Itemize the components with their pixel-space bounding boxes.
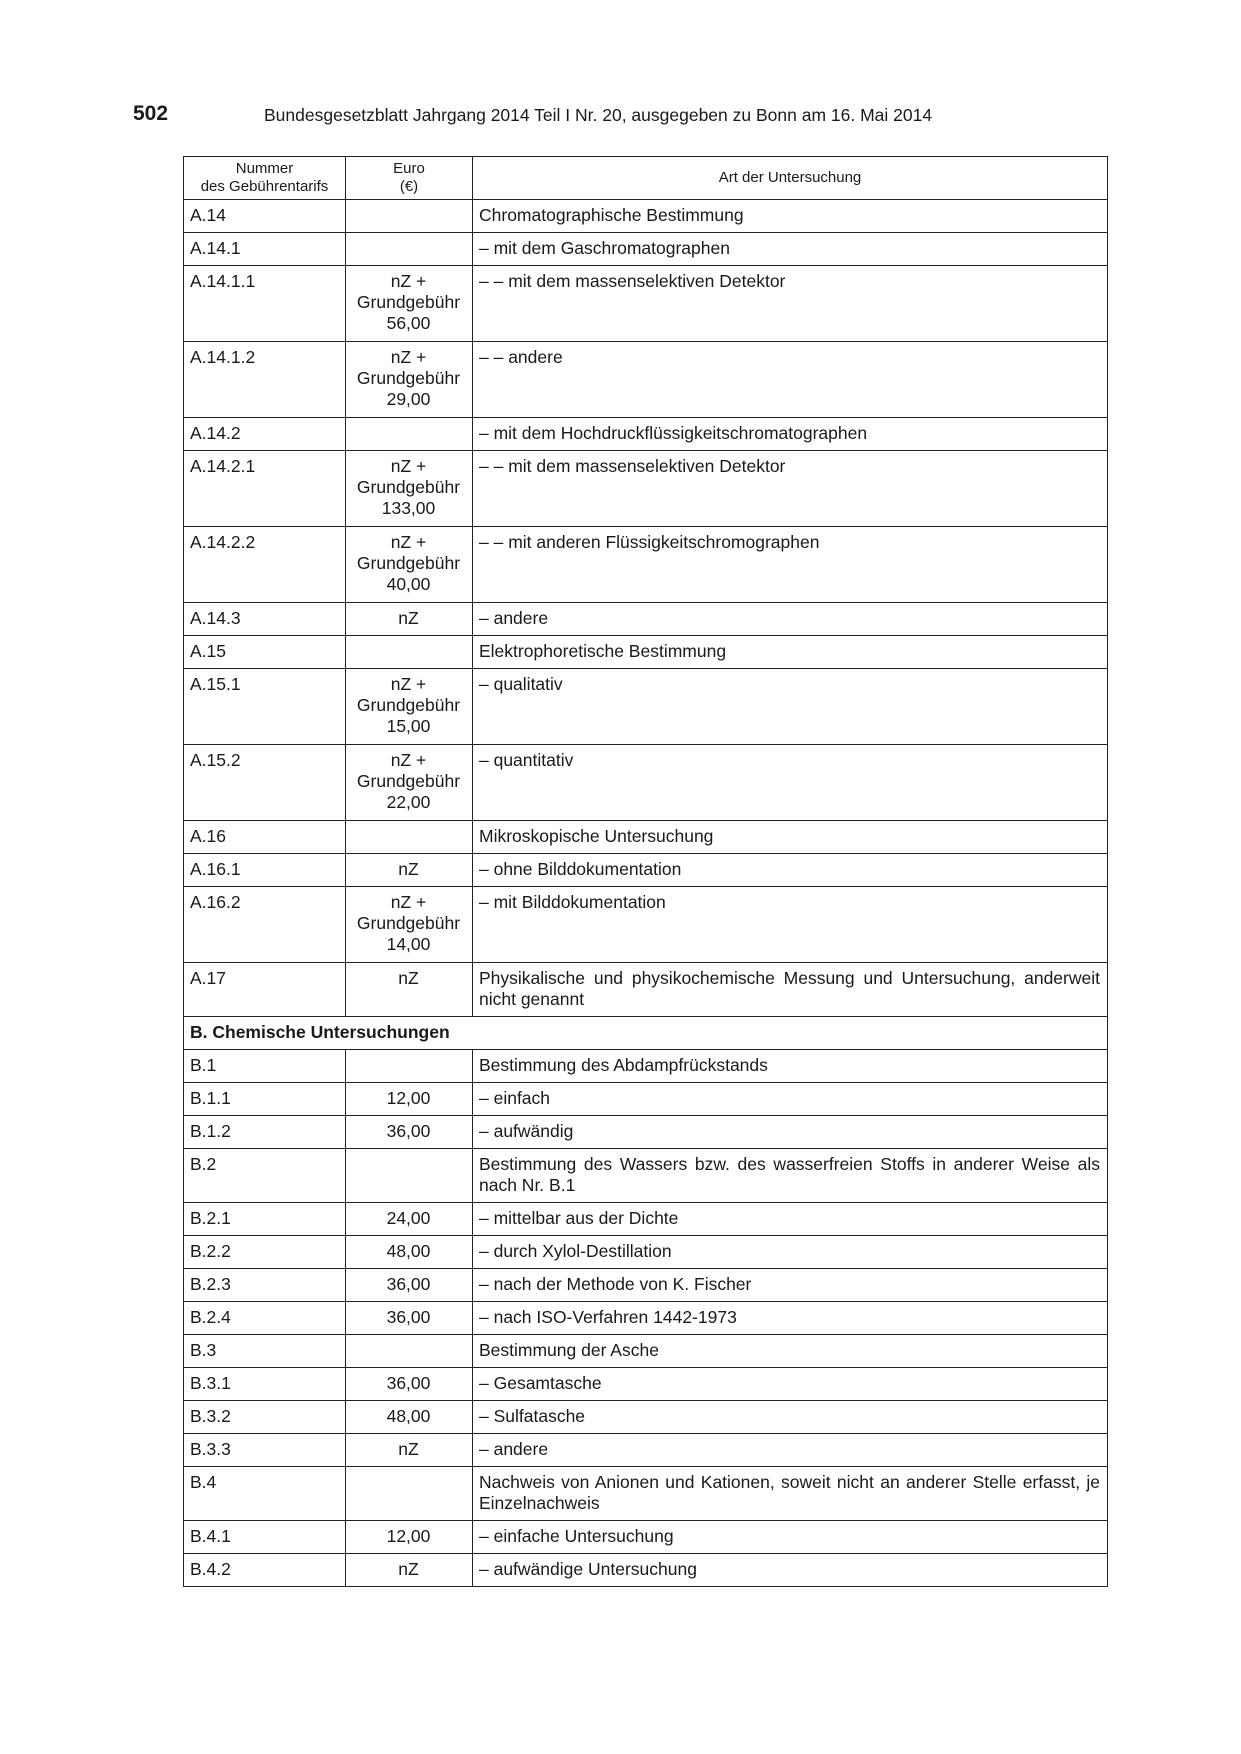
euro-cell [346,887,473,963]
euro-cell [346,1467,473,1521]
tariff-number-cell: B.1.2 [184,1116,346,1149]
euro-line: nZ + [390,347,427,367]
table-row [184,1335,1108,1368]
euro-line: 36,00 [386,1307,431,1327]
tariff-number-cell: B.4 [184,1467,346,1521]
euro-cell [346,1203,473,1236]
description-cell: – – mit dem massenselektiven Detektor [473,451,1108,527]
euro-cell [346,1116,473,1149]
euro-cell [346,1236,473,1269]
euro-cell [346,745,473,821]
tariff-number-cell: B.2 [184,1149,346,1203]
description-cell: Chromatographische Bestimmung [473,200,1108,233]
description-cell: – nach der Methode von K. Fischer [473,1269,1108,1302]
description-cell: – nach ISO-Verfahren 1442-1973 [473,1302,1108,1335]
euro-line: 15,00 [386,716,431,736]
euro-cell [346,200,473,233]
euro-cell [346,1434,473,1467]
table-body [184,200,1108,1587]
euro-cell [346,1083,473,1116]
column-header-description: Art der Untersuchung [473,157,1108,200]
table-row [184,1050,1108,1083]
description-cell: Bestimmung des Abdampfrückstands [473,1050,1108,1083]
euro-line: 24,00 [386,1208,431,1228]
euro-cell [346,527,473,603]
tariff-number-cell: A.16.1 [184,854,346,887]
euro-cell [346,342,473,418]
fee-schedule-table [183,156,1108,1587]
description-cell: – mit Bilddokumentation [473,887,1108,963]
euro-cell [346,669,473,745]
column-header-number-line2: des Gebührentarifs [200,178,329,195]
tariff-number-cell: A.15.1 [184,669,346,745]
euro-line: 36,00 [386,1274,431,1294]
column-header-number-line1: Nummer [235,160,294,177]
tariff-number-cell: A.14.3 [184,603,346,636]
description-cell: – durch Xylol-Destillation [473,1236,1108,1269]
description-cell: – andere [473,603,1108,636]
euro-cell [346,1368,473,1401]
euro-cell [346,233,473,266]
tariff-number-cell: B.4.1 [184,1521,346,1554]
description-cell: – mit dem Gaschromatographen [473,233,1108,266]
euro-line: Grundgebühr [356,292,461,312]
description-cell: – qualitativ [473,669,1108,745]
table-row [184,527,1108,603]
table-row [184,1236,1108,1269]
euro-cell [346,266,473,342]
description-cell: – aufwändig [473,1116,1108,1149]
euro-cell [346,636,473,669]
table-row [184,963,1108,1017]
table-row [184,200,1108,233]
description-cell: – ohne Bilddokumentation [473,854,1108,887]
euro-line: Grundgebühr [356,477,461,497]
section-row [184,1017,1108,1050]
description-cell: – mittelbar aus der Dichte [473,1203,1108,1236]
euro-line: 133,00 [381,498,436,518]
tariff-number-cell: B.1 [184,1050,346,1083]
euro-cell [346,1554,473,1587]
column-header-euro-line2: (€) [399,178,419,195]
euro-cell [346,1149,473,1203]
euro-cell [346,1302,473,1335]
tariff-number-cell: A.14.1 [184,233,346,266]
page-number: 502 [133,102,169,125]
table-row [184,1521,1108,1554]
euro-cell [346,1050,473,1083]
tariff-number-cell: B.2.2 [184,1236,346,1269]
description-cell: – – mit dem massenselektiven Detektor [473,266,1108,342]
running-head: Bundesgesetzblatt Jahrgang 2014 Teil I Nr. 20, ausgegeben zu Bonn am 16. Mai 2014 [264,105,933,125]
table-row [184,1149,1108,1203]
tariff-number-cell: A.14.1.1 [184,266,346,342]
table-row [184,1083,1108,1116]
description-cell: – andere [473,1434,1108,1467]
euro-cell [346,1335,473,1368]
tariff-number-cell: B.3.2 [184,1401,346,1434]
euro-line: nZ [398,1439,419,1459]
euro-line: 22,00 [386,792,431,812]
table-row [184,1467,1108,1521]
tariff-number-cell: B.1.1 [184,1083,346,1116]
table-row [184,1434,1108,1467]
description-cell: – – andere [473,342,1108,418]
tariff-number-cell: B.3.3 [184,1434,346,1467]
euro-line: 48,00 [386,1241,431,1261]
table-row [184,669,1108,745]
tariff-number-cell: B.2.3 [184,1269,346,1302]
table-row [184,1269,1108,1302]
euro-line: 36,00 [386,1121,431,1141]
tariff-number-cell: B.2.4 [184,1302,346,1335]
description-cell: Elektrophoretische Bestimmung [473,636,1108,669]
table-row [184,603,1108,636]
description-cell: Physikalische und physikochemische Messung und Untersuchung, anderweit nicht genannt [473,963,1108,1017]
tariff-number-cell: A.14.1.2 [184,342,346,418]
tariff-number-cell: A.16.2 [184,887,346,963]
table-row [184,887,1108,963]
euro-cell [346,451,473,527]
euro-cell [346,603,473,636]
euro-line: nZ [398,608,419,628]
table-row [184,342,1108,418]
column-header-number [184,157,346,200]
euro-line: 48,00 [386,1406,431,1426]
euro-line: nZ + [390,532,427,552]
table-row [184,745,1108,821]
tariff-number-cell: A.14.2 [184,418,346,451]
tariff-number-cell: A.17 [184,963,346,1017]
description-cell: – aufwändige Untersuchung [473,1554,1108,1587]
table-row [184,1203,1108,1236]
description-cell: – – mit anderen Flüssigkeitschromographen [473,527,1108,603]
euro-line: 56,00 [386,313,431,333]
euro-cell [346,963,473,1017]
tariff-number-cell: A.15 [184,636,346,669]
page-header [133,102,1098,130]
euro-cell [346,418,473,451]
table-row [184,1401,1108,1434]
tariff-number-cell: B.3 [184,1335,346,1368]
tariff-number-cell: B.2.1 [184,1203,346,1236]
euro-line: 36,00 [386,1373,431,1393]
euro-line: 14,00 [386,934,431,954]
description-cell: Bestimmung der Asche [473,1335,1108,1368]
euro-line: 29,00 [386,389,431,409]
euro-line: nZ + [390,674,427,694]
euro-line: 40,00 [386,574,431,594]
euro-line: nZ + [390,750,427,770]
tariff-number-cell: A.15.2 [184,745,346,821]
euro-line: nZ [398,968,419,988]
table-row [184,451,1108,527]
euro-cell [346,854,473,887]
tariff-number-cell: B.3.1 [184,1368,346,1401]
table-row [184,854,1108,887]
euro-line: Grundgebühr [356,368,461,388]
table-row [184,1116,1108,1149]
euro-cell [346,1269,473,1302]
euro-cell [346,821,473,854]
description-cell: – quantitativ [473,745,1108,821]
table-header-row [184,157,1108,200]
description-cell: – Gesamtasche [473,1368,1108,1401]
description-cell: – Sulfatasche [473,1401,1108,1434]
column-header-euro [346,157,473,200]
euro-line: nZ [398,1559,419,1579]
tariff-number-cell: A.14 [184,200,346,233]
euro-line: nZ + [390,271,427,291]
description-cell: – einfache Untersuchung [473,1521,1108,1554]
table-row [184,1302,1108,1335]
table-row [184,636,1108,669]
table-row [184,418,1108,451]
column-header-euro-line1: Euro [393,160,425,177]
table-row [184,266,1108,342]
euro-line: 12,00 [386,1526,431,1546]
description-cell: Mikroskopische Untersuchung [473,821,1108,854]
euro-cell [346,1401,473,1434]
table-row [184,1554,1108,1587]
section-heading: B. Chemische Untersuchungen [184,1017,1108,1050]
table-row [184,821,1108,854]
tariff-number-cell: A.16 [184,821,346,854]
euro-line: Grundgebühr [356,771,461,791]
description-cell: – einfach [473,1083,1108,1116]
table-row [184,1368,1108,1401]
tariff-number-cell: A.14.2.2 [184,527,346,603]
table-row [184,233,1108,266]
description-cell: Bestimmung des Wassers bzw. des wasserfreien Stoffs in anderer Weise als nach Nr. B.1 [473,1149,1108,1203]
euro-line: Grundgebühr [356,695,461,715]
euro-line: Grundgebühr [356,913,461,933]
tariff-number-cell: A.14.2.1 [184,451,346,527]
euro-line: nZ + [390,892,427,912]
euro-line: nZ + [390,456,427,476]
euro-line: Grundgebühr [356,553,461,573]
euro-line: 12,00 [386,1088,431,1108]
description-cell: Nachweis von Anionen und Kationen, soweit nicht an anderer Stelle erfasst, je Einzelnachweis [473,1467,1108,1521]
euro-line: nZ [398,859,419,879]
tariff-number-cell: B.4.2 [184,1554,346,1587]
euro-cell [346,1521,473,1554]
description-cell: – mit dem Hochdruckflüssigkeitschromatographen [473,418,1108,451]
